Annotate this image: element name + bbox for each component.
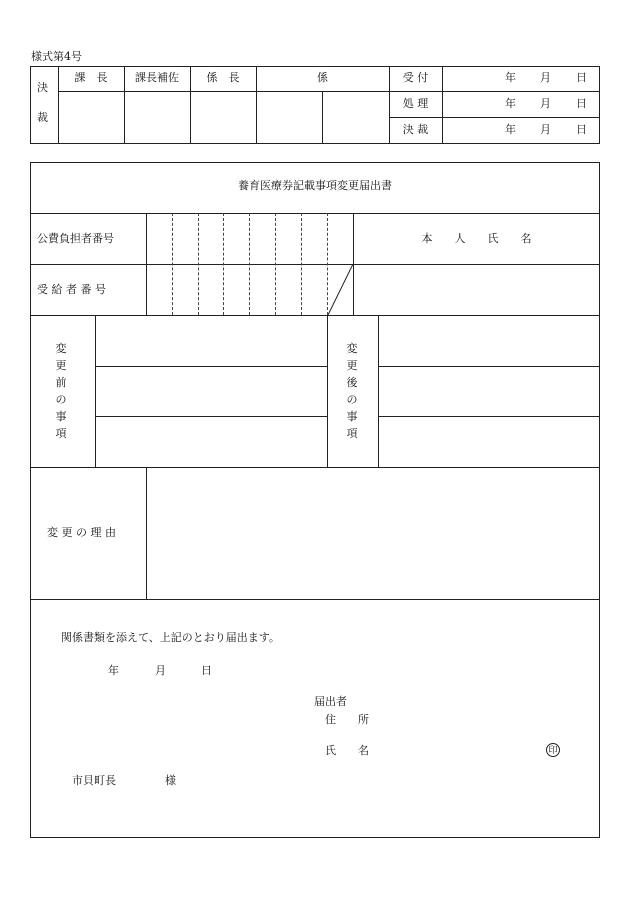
record-processed-month: 月: [540, 97, 551, 110]
record-label-received: 受 付: [402, 71, 429, 84]
after-change-label: 変更後の事項: [346, 342, 358, 440]
header-unit-chief: 係 長: [206, 71, 240, 84]
header-staff: 係: [317, 71, 328, 84]
address-label: 住 所: [325, 713, 369, 726]
record-approved-month: 月: [540, 123, 551, 136]
unused-cell-strike: [327, 264, 354, 315]
form-number: 様式第4号: [31, 50, 82, 63]
name-label: 氏 名: [325, 744, 369, 757]
form-title: 養育医療券記載事項変更届出書: [238, 179, 392, 192]
declaration-statement: 関係書類を添えて、上記のとおり届出ます。: [61, 631, 280, 644]
reason-label: 変 更 の 理 由: [47, 526, 116, 539]
approval-label-char-1: 決: [37, 81, 48, 94]
payer-number-label: 公費負担者番号: [37, 232, 114, 245]
date-day: 日: [201, 664, 212, 677]
record-processed-day: 日: [576, 97, 587, 110]
record-label-approved: 決 裁: [402, 123, 429, 136]
person-name-label: 本 人 氏 名: [421, 232, 532, 245]
date-month: 月: [155, 664, 166, 677]
record-approved-year: 年: [505, 123, 516, 136]
date-year: 年: [108, 664, 119, 677]
record-label-processed: 処 理: [402, 97, 429, 110]
record-received-day: 日: [576, 71, 587, 84]
addressee: 市貝町長: [72, 774, 116, 787]
header-deputy-chief: 課長補佐: [135, 71, 179, 84]
record-processed-year: 年: [505, 97, 516, 110]
record-received-month: 月: [540, 71, 551, 84]
record-approved-day: 日: [576, 123, 587, 136]
seal-mark: 印: [546, 743, 560, 757]
notifier-label: 届出者: [314, 695, 347, 708]
before-change-label: 変更前の事項: [55, 342, 67, 440]
approval-label-char-2: 裁: [37, 111, 48, 124]
record-received-year: 年: [505, 71, 516, 84]
recipient-number-label: 受 給 者 番 号: [37, 283, 106, 296]
addressee-honorific: 様: [165, 774, 176, 787]
header-section-chief: 課 長: [74, 71, 108, 84]
